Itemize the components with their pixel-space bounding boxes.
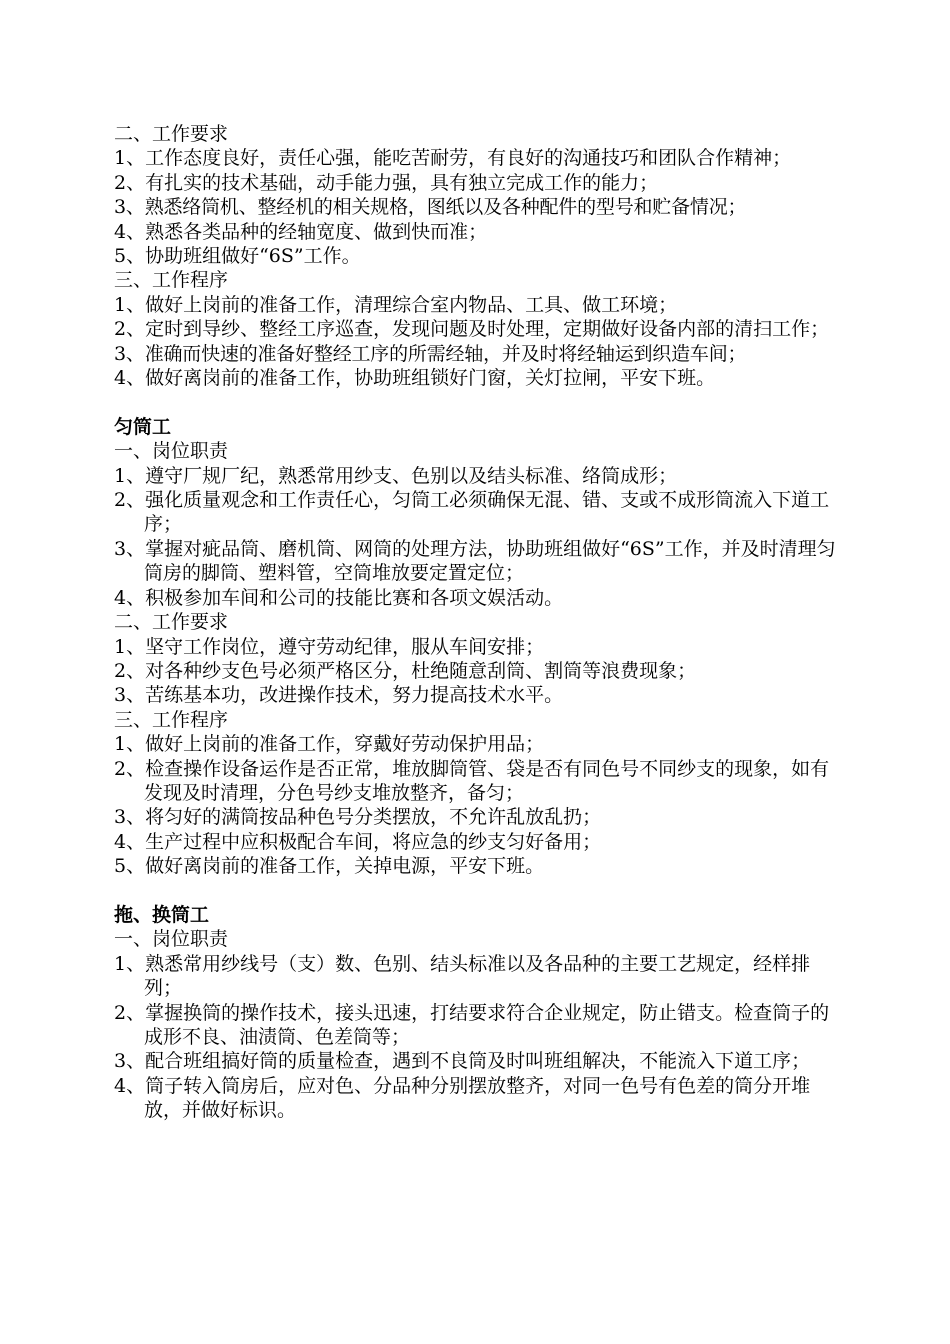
section2-duty-item: 3、掌握对疵品筒、磨机筒、网筒的处理方法，协助班组做好“6S”工作，并及时清理匀筒房的脚筒、塑料管，空筒堆放要定置定位； <box>114 537 836 585</box>
section-spacer <box>114 390 844 414</box>
section2-duty-item: 2、强化质量观念和工作责任心，匀筒工必须确保无混、错、支或不成形筒流入下道工序； <box>114 489 830 536</box>
section1-requirement-item: 5、协助班组做好“6S”工作。 <box>114 245 361 268</box>
section2-duty-heading: 一、岗位职责 <box>114 440 229 463</box>
document-page <box>114 122 844 1123</box>
section1-requirement-item: 2、有扎实的技术基础，动手能力强，具有独立完成工作的能力； <box>114 171 659 194</box>
section3-duty-item: 1、熟悉常用纱线号（支）数、色别、结头标准以及各品种的主要工艺规定，经样排列； <box>114 952 811 1000</box>
section3-duty-item: 3、配合班组搞好筒的质量检查，遇到不良筒及时叫班组解决，不能流入下道工序； <box>114 1050 811 1073</box>
section2-duty-item: 4、积极参加车间和公司的技能比赛和各项文娱活动。 <box>114 586 564 609</box>
section1-procedure-item: 1、做好上岗前的准备工作，清理综合室内物品、工具、做工环境； <box>114 293 678 316</box>
section2-procedure-item: 5、做好离岗前的准备工作，关掉电源，平安下班。 <box>114 855 545 878</box>
section2-requirements-heading: 二、工作要求 <box>114 611 229 634</box>
section2-procedure-heading: 三、工作程序 <box>114 708 229 731</box>
section3-title: 拖、换筒工 <box>114 903 210 926</box>
section2-procedure-item: 4、生产过程中应积极配合车间，将应急的纱支匀好备用； <box>114 830 602 853</box>
section2-requirement-item: 2、对各种纱支色号必须严格区分，杜绝随意刮筒、割筒等浪费现象； <box>114 659 697 682</box>
section1-procedure-item: 2、定时到导纱、整经工序巡查，发现问题及时处理，定期做好设备内部的清扫工作； <box>114 318 830 341</box>
section3-duty-item: 2、掌握换筒的操作技术，接头迅速，打结要求符合企业规定，防止错支。检查筒子的成形不良、油渍筒、色差筒等； <box>114 1001 830 1048</box>
section2-requirement-item: 3、苦练基本功，改进操作技术，努力提高技术水平。 <box>114 684 564 707</box>
section1-procedure-item: 4、做好离岗前的准备工作，协助班组锁好门窗，关灯拉闸，平安下班。 <box>114 367 716 390</box>
section2-title: 匀筒工 <box>114 415 172 438</box>
section1-procedure-item: 3、准确而快速的准备好整经工序的所需经轴，并及时将经轴运到织造车间； <box>114 342 747 365</box>
section1-requirement-item: 3、熟悉络筒机、整经机的相关规格，图纸以及各种配件的型号和贮备情况； <box>114 196 747 219</box>
section2-procedure-item: 1、做好上岗前的准备工作，穿戴好劳动保护用品； <box>114 733 545 756</box>
section1-requirement-item: 1、工作态度良好，责任心强，能吃苦耐劳，有良好的沟通技巧和团队合作精神； <box>114 147 792 170</box>
section3-duty-heading: 一、岗位职责 <box>114 928 229 951</box>
section1-requirements-heading: 二、工作要求 <box>114 123 229 145</box>
section3-duty-item: 4、筒子转入筒房后，应对色、分品种分别摆放整齐，对同一色号有色差的筒分开堆放，并做好标识。 <box>114 1074 811 1122</box>
section2-requirement-item: 1、坚守工作岗位，遵守劳动纪律，服从车间安排； <box>114 635 545 658</box>
section2-duty-item: 1、遵守厂规厂纪，熟悉常用纱支、色别以及结头标准、络筒成形； <box>114 464 678 487</box>
section-spacer <box>114 879 844 903</box>
section2-procedure-item: 2、检查操作设备运作是否正常，堆放脚筒管、袋是否有同色号不同纱支的现象，如有发现及时清理，分色号纱支堆放整齐，备匀； <box>114 757 830 804</box>
section1-requirement-item: 4、熟悉各类品种的经轴宽度、做到快而准； <box>114 220 488 243</box>
section1-procedure-heading: 三、工作程序 <box>114 269 229 292</box>
section2-procedure-item: 3、将匀好的满筒按品种色号分类摆放，不允许乱放乱扔； <box>114 806 602 829</box>
